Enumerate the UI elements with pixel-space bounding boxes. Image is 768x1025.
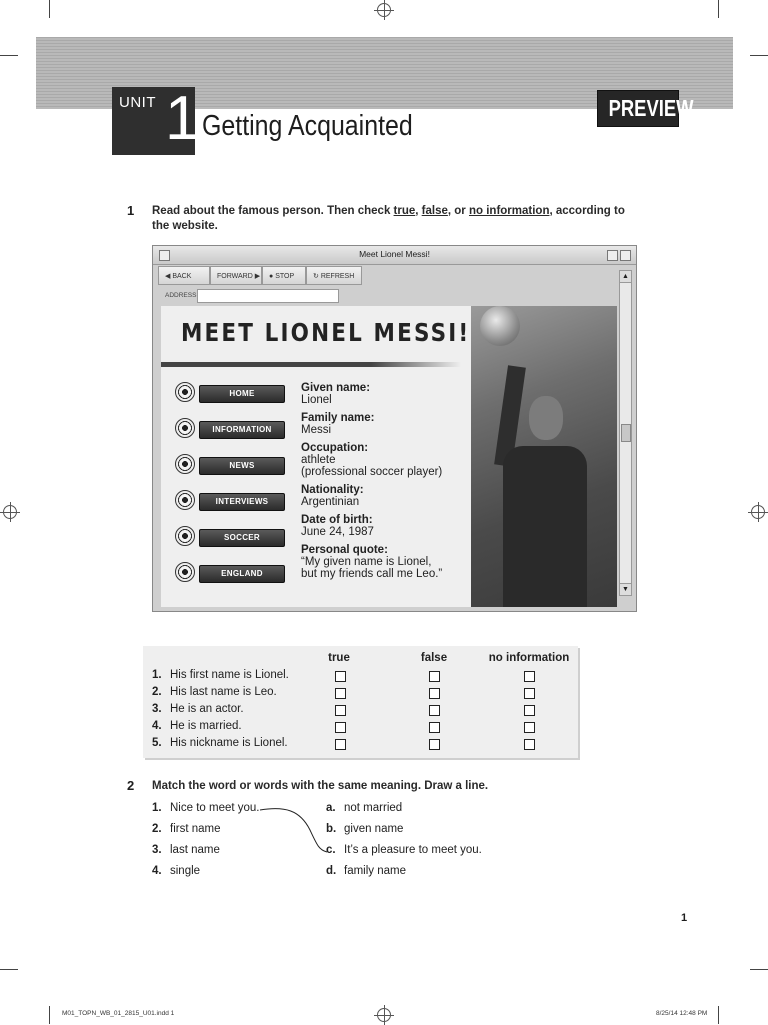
player-photo <box>471 306 617 607</box>
true-false-table <box>143 646 578 758</box>
given-name-label: Given name: <box>301 382 371 394</box>
nationality-label: Nationality: <box>301 484 364 496</box>
list-item[interactable]: 4. single <box>152 865 201 877</box>
col-header-no-information: no information <box>488 652 570 664</box>
page-title: MEET LIONEL MESSI! <box>181 318 471 347</box>
nav-news[interactable]: NEWS <box>175 454 285 476</box>
checkbox-no-information[interactable] <box>524 705 535 716</box>
occupation-label: Occupation: <box>301 442 369 454</box>
table-row: 1. His first name is Lionel. <box>152 669 572 686</box>
address-label: ADDRESS <box>165 292 197 299</box>
crop-mark <box>49 0 50 18</box>
table-row: 4. He is married. <box>152 720 572 737</box>
checkbox-true[interactable] <box>335 722 346 733</box>
quote-label: Personal quote: <box>301 544 388 556</box>
list-item[interactable]: d. family name <box>326 865 406 877</box>
checkbox-true[interactable] <box>335 739 346 750</box>
occupation-value: athlete <box>301 454 336 466</box>
soccer-ball-icon <box>175 526 195 546</box>
unit-title: Getting Acquainted <box>202 110 413 142</box>
example-match-line <box>255 800 335 860</box>
checkbox-false[interactable] <box>429 688 440 699</box>
checkbox-false[interactable] <box>429 722 440 733</box>
crop-mark <box>0 969 18 970</box>
stop-button[interactable]: ● STOP <box>262 266 306 285</box>
preview-badge: PREVIEW <box>597 90 679 127</box>
col-header-true: true <box>328 652 350 664</box>
table-row: 5. His nickname is Lionel. <box>152 737 572 754</box>
dob-label: Date of birth: <box>301 514 373 526</box>
soccer-ball-icon <box>175 562 195 582</box>
unit-label: UNIT <box>119 94 156 111</box>
address-input[interactable] <box>197 289 339 303</box>
unit-number: 1 <box>165 84 200 153</box>
profile-info <box>301 382 481 586</box>
table-row: 3. He is an actor. <box>152 703 572 720</box>
scroll-down-icon[interactable]: ▼ <box>620 583 631 595</box>
crop-mark <box>718 1006 719 1024</box>
divider <box>161 362 461 367</box>
checkbox-no-information[interactable] <box>524 739 535 750</box>
unit-box <box>112 84 200 155</box>
list-item[interactable]: 2. first name <box>152 823 221 835</box>
registration-mark-icon <box>751 505 765 519</box>
browser-toolbar <box>158 266 618 286</box>
nationality-value: Argentinian <box>301 496 360 508</box>
registration-mark-icon <box>3 505 17 519</box>
list-item[interactable]: 3. last name <box>152 844 220 856</box>
refresh-button[interactable]: ↻ REFRESH <box>306 266 362 285</box>
nav-interviews[interactable]: INTERVIEWS <box>175 490 285 512</box>
soccer-ball-icon <box>175 382 195 402</box>
exercise-2-number: 2 <box>127 778 135 793</box>
occupation-detail: (professional soccer player) <box>301 466 443 478</box>
trophy-icon <box>480 306 520 346</box>
table-row: 2. His last name is Leo. <box>152 686 572 703</box>
registration-mark-icon <box>377 3 391 17</box>
soccer-ball-icon <box>175 454 195 474</box>
crop-mark <box>750 55 768 56</box>
page-number: 1 <box>681 912 688 924</box>
checkbox-false[interactable] <box>429 705 440 716</box>
exercise-1-number: 1 <box>127 203 135 218</box>
list-item[interactable]: 1. Nice to meet you. <box>152 802 260 814</box>
family-name-value: Messi <box>301 424 332 436</box>
browser-titlebar <box>153 246 636 265</box>
zoom-icon[interactable] <box>607 250 618 261</box>
browser-window <box>152 245 637 612</box>
soccer-ball-icon <box>175 418 195 438</box>
checkbox-no-information[interactable] <box>524 688 535 699</box>
scroll-thumb[interactable] <box>621 424 631 442</box>
checkbox-no-information[interactable] <box>524 722 535 733</box>
family-name-label: Family name: <box>301 412 375 424</box>
checkbox-no-information[interactable] <box>524 671 535 682</box>
window-title: Meet Lionel Messi! <box>359 249 430 259</box>
list-item[interactable]: b. given name <box>326 823 404 835</box>
checkbox-true[interactable] <box>335 688 346 699</box>
forward-button[interactable]: FORWARD ▶ <box>210 266 262 285</box>
collapse-icon[interactable] <box>620 250 631 261</box>
vertical-scrollbar[interactable] <box>619 270 632 596</box>
webpage-content <box>161 306 617 607</box>
crop-mark <box>49 1006 50 1024</box>
back-button[interactable]: ◀ BACK <box>158 266 210 285</box>
date-slug: 8/25/14 12:48 PM <box>656 1010 708 1017</box>
nav-home[interactable]: HOME <box>175 382 285 404</box>
nav-soccer[interactable]: SOCCER <box>175 526 285 548</box>
crop-mark <box>0 55 18 56</box>
dob-value: June 24, 1987 <box>301 526 374 538</box>
checkbox-false[interactable] <box>429 671 440 682</box>
crop-mark <box>718 0 719 18</box>
checkbox-true[interactable] <box>335 671 346 682</box>
col-header-false: false <box>420 652 448 664</box>
quote-line-2: but my friends call me Leo.” <box>301 568 443 580</box>
list-item[interactable]: c. It’s a pleasure to meet you. <box>326 844 482 856</box>
checkbox-true[interactable] <box>335 705 346 716</box>
crop-mark <box>750 969 768 970</box>
checkbox-false[interactable] <box>429 739 440 750</box>
scroll-up-icon[interactable]: ▲ <box>620 271 631 283</box>
exercise-2-instruction: Match the word or words with the same meaning. Draw a line. <box>152 780 489 792</box>
exercise-1-instruction: Read about the famous person. Then check true, false, or no information, according to the website. <box>152 205 625 232</box>
registration-mark-icon <box>377 1008 391 1022</box>
soccer-ball-icon <box>175 490 195 510</box>
nav-information[interactable]: INFORMATION <box>175 418 285 440</box>
file-slug: M01_TOPN_WB_01_2815_U01.indd 1 <box>62 1010 175 1017</box>
given-name-value: Lionel <box>301 394 332 406</box>
nav-england[interactable]: ENGLAND <box>175 562 285 584</box>
quote-line-1: “My given name is Lionel, <box>301 556 432 568</box>
list-item[interactable]: a. not married <box>326 802 403 814</box>
